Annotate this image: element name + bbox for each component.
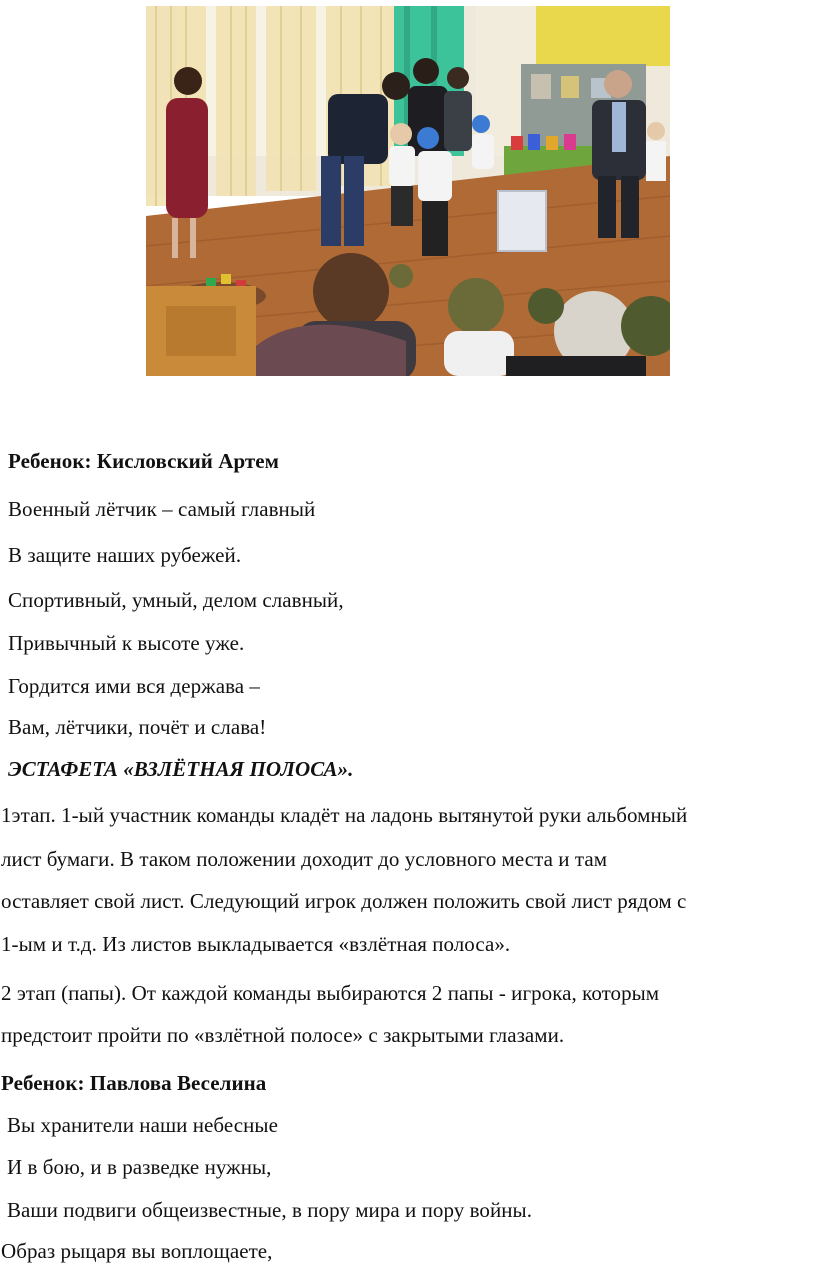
photo-image xyxy=(146,6,670,376)
relay-title: ЭСТАФЕТА «ВЗЛЁТНАЯ ПОЛОСА». xyxy=(8,757,354,781)
relay-stage1-line: лист бумаги. В таком положении доходит до условного места и там xyxy=(1,847,608,871)
verse2-line: И в бою, и в разведке нужны, xyxy=(7,1155,272,1179)
verse2-line: Образ рыцаря вы воплощаете, xyxy=(1,1239,273,1263)
verse2-line: Вы хранители наши небесные xyxy=(7,1113,278,1137)
event-photo xyxy=(146,6,670,376)
relay-stage1-line: 1-ым и т.д. Из листов выкладывается «взлётная полоса». xyxy=(1,932,511,956)
verse1-line: Вам, лётчики, почёт и слава! xyxy=(8,715,267,739)
verse2-line: Ваши подвиги общеизвестные, в пору мира и пору войны. xyxy=(7,1198,533,1222)
verse1-line: Гордится ими вся держава – xyxy=(8,674,260,698)
verse1-line: Военный лётчик – самый главный xyxy=(8,497,316,521)
verse1-line: Привычный к высоте уже. xyxy=(8,631,245,655)
relay-stage1-line: оставляет свой лист. Следующий игрок должен положить свой лист рядом с xyxy=(1,889,687,913)
relay-stage2-line: предстоит пройти по «взлётной полосе» с закрытыми глазами. xyxy=(1,1023,565,1047)
verse1-line: Спортивный, умный, делом славный, xyxy=(8,588,344,612)
relay-stage1-line: 1этап. 1-ый участник команды кладёт на ладонь вытянутой руки альбомный xyxy=(1,803,688,827)
relay-stage2-line: 2 этап (папы). От каждой команды выбираются 2 папы - игрока, которым xyxy=(1,981,660,1005)
verse1-heading: Ребенок: Кисловский Артем xyxy=(8,449,279,473)
verse2-heading: Ребенок: Павлова Веселина xyxy=(1,1071,267,1095)
verse1-line: В защите наших рубежей. xyxy=(8,543,242,567)
